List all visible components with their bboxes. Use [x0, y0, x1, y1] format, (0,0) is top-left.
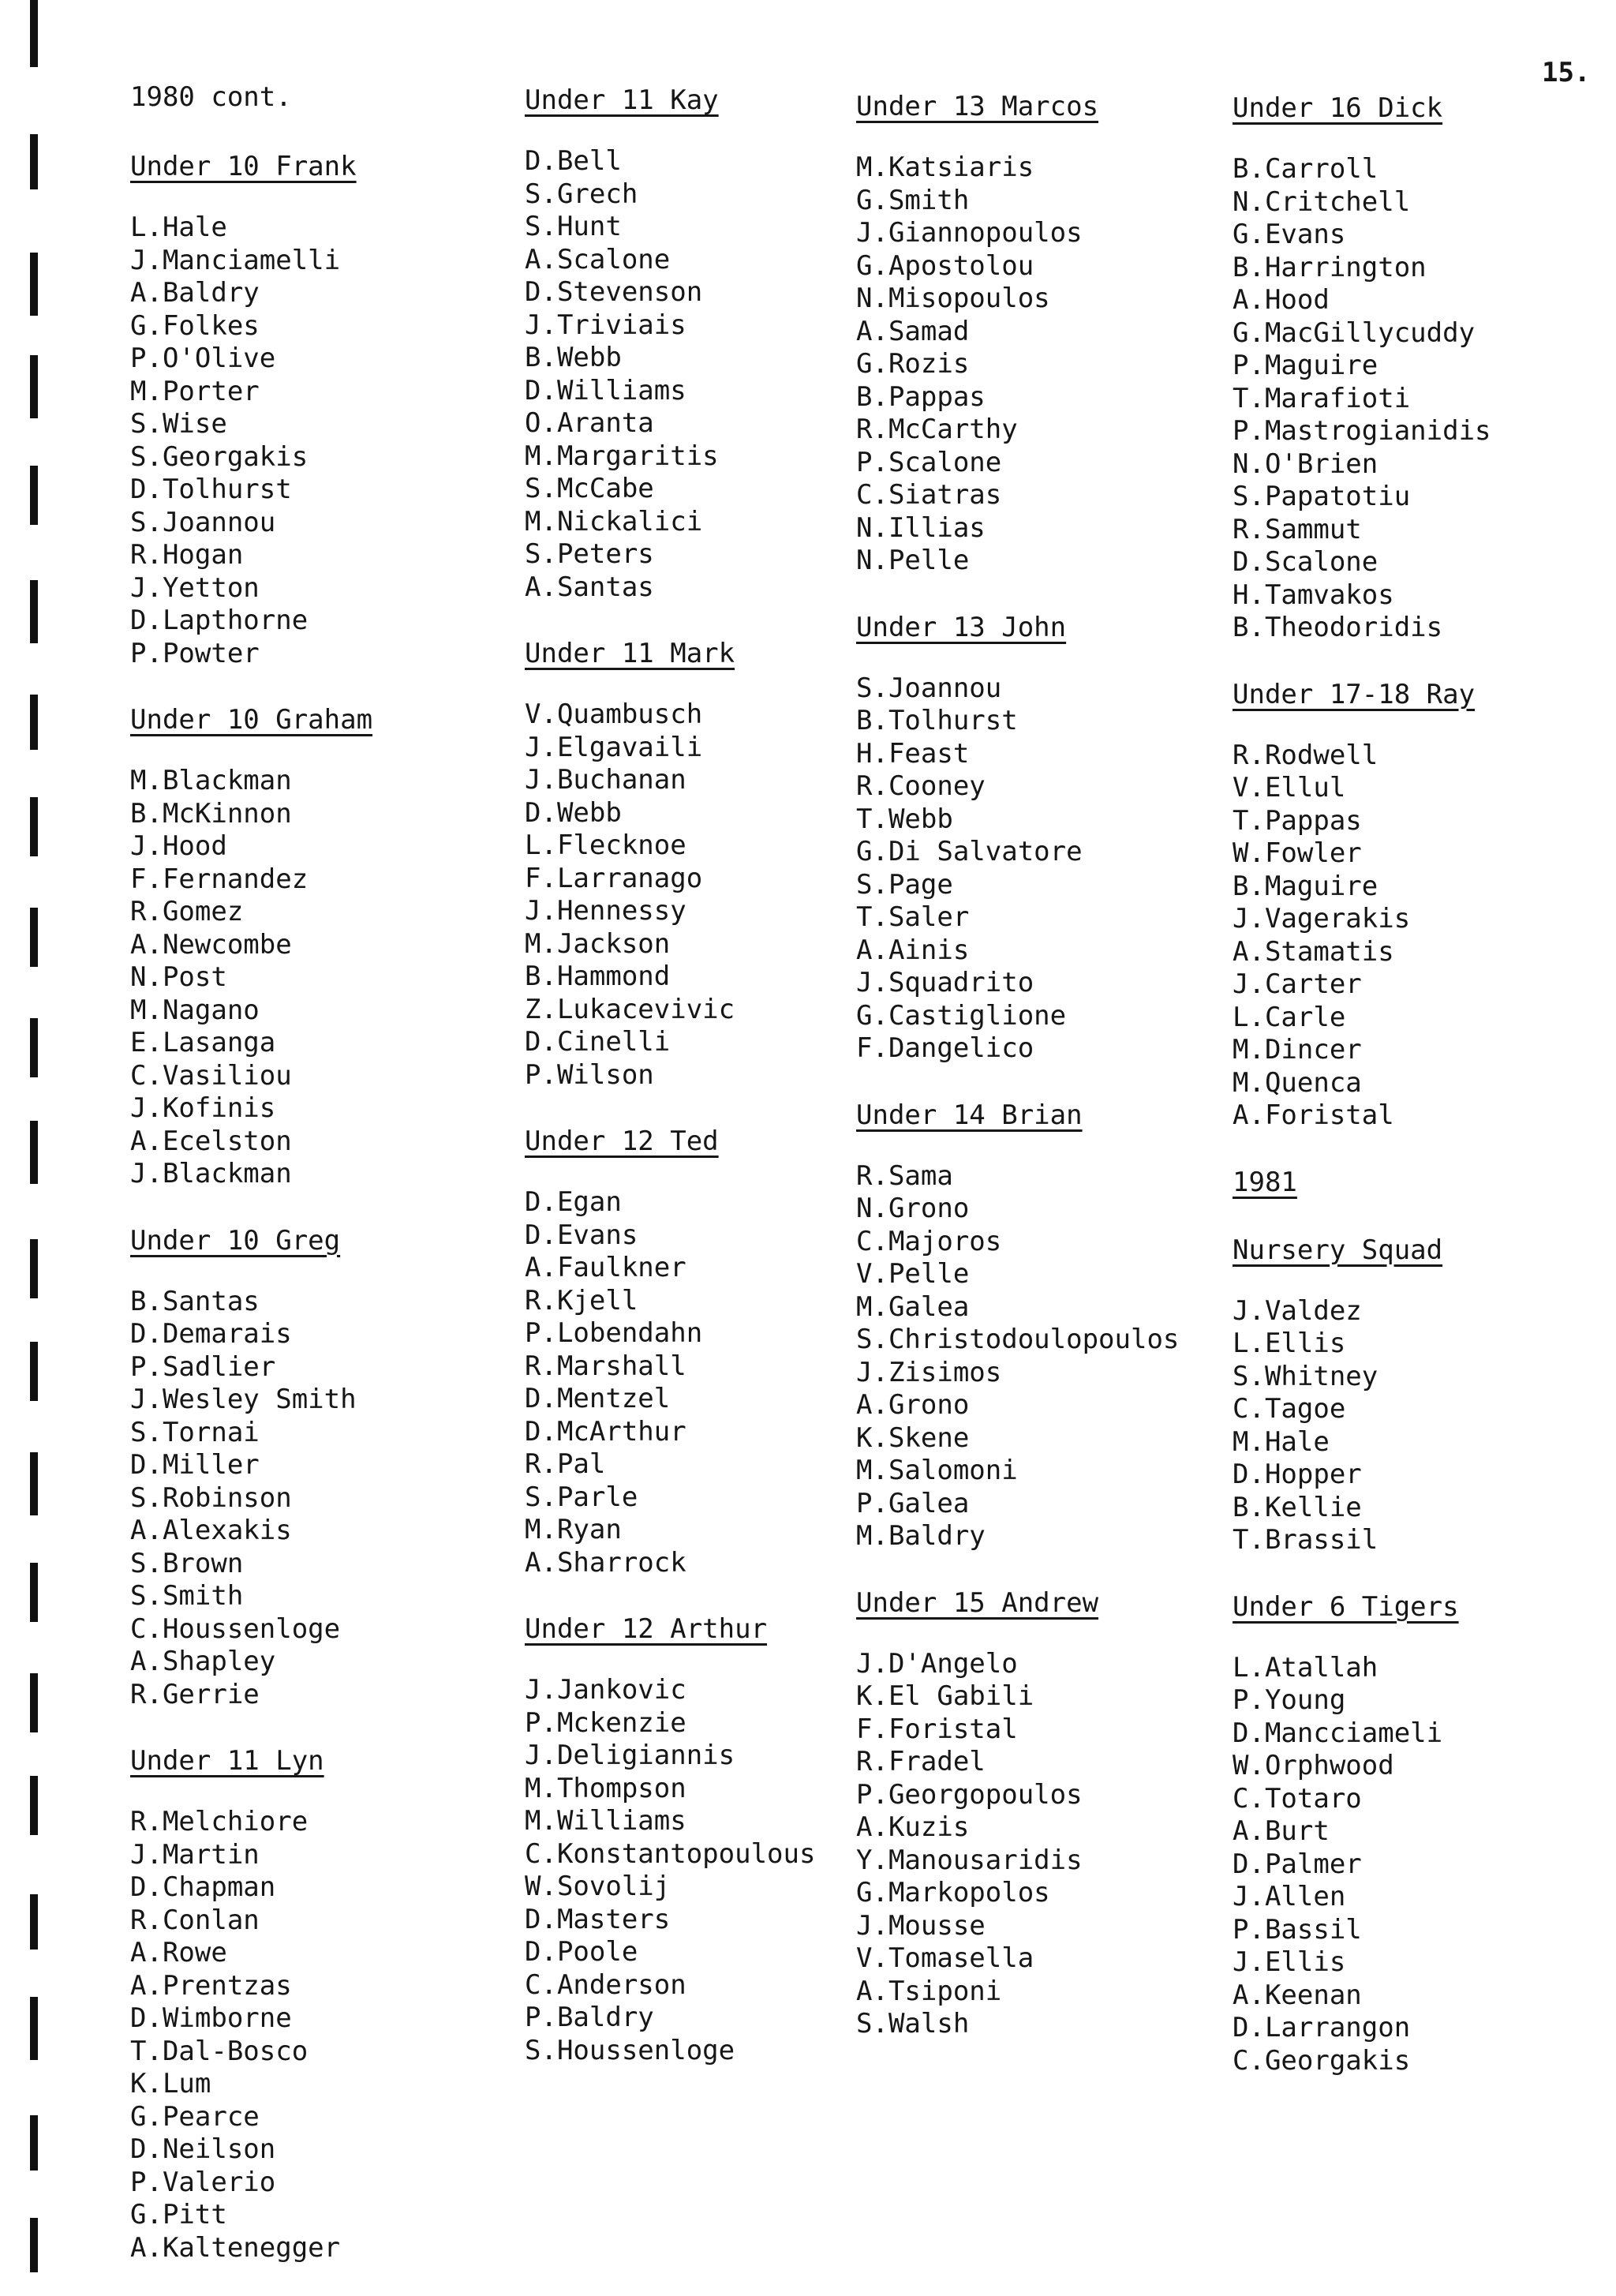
player-name: P.Powter	[130, 637, 260, 669]
binder-mark	[30, 2115, 38, 2171]
player-name: R.Hogan	[130, 539, 244, 571]
player-name: A.Burt	[1233, 1815, 1330, 1847]
player-name: J.Mousse	[856, 1909, 986, 1942]
player-name: P.Georgopoulos	[856, 1778, 1083, 1811]
player-name: B.Kellie	[1233, 1491, 1362, 1523]
team-heading: Under 11 Kay	[525, 84, 719, 116]
player-name: M.Katsiaris	[856, 152, 1034, 183]
player-name: A.Alexakis	[130, 1515, 292, 1546]
player-name: N.O'Brien	[1233, 448, 1378, 480]
team-section	[1233, 1164, 1603, 1200]
player-name: A.Santas	[525, 571, 654, 603]
player-name: T.Webb	[856, 803, 953, 835]
player-name: R.Gomez	[130, 896, 244, 927]
player-name: J.Martin	[130, 1838, 260, 1871]
player-name: V.Tomasella	[856, 1942, 1034, 1974]
player-name: F.Larranago	[525, 862, 703, 894]
player-name: D.Wimborne	[130, 2002, 292, 2034]
player-name: G.Castiglione	[856, 999, 1067, 1032]
team-section	[130, 702, 501, 1191]
player-name: G.Pearce	[130, 2100, 260, 2133]
player-name: D.Stevenson	[525, 276, 703, 308]
player-name: A.Kuzis	[856, 1811, 970, 1843]
team-section	[1233, 1589, 1603, 2078]
player-name: T.Saler	[856, 901, 970, 933]
player-name: H.Tamvakos	[1233, 579, 1394, 611]
team-section	[856, 1097, 1227, 1553]
player-name: S.Papatotiu	[1233, 481, 1411, 512]
player-name: R.Kjell	[525, 1284, 638, 1317]
player-name: B.McKinnon	[130, 797, 292, 830]
player-name: D.Egan	[525, 1186, 622, 1218]
player-name: G.Pitt	[130, 2199, 227, 2230]
player-name: B.Theodoridis	[1233, 612, 1443, 643]
player-name: N.Pelle	[856, 545, 970, 576]
player-name: S.Grech	[525, 178, 638, 210]
player-name: C.Totaro	[1233, 1782, 1362, 1815]
player-name: B.Webb	[525, 342, 622, 373]
player-name: W.Fowler	[1233, 837, 1362, 869]
player-name: S.Wise	[130, 408, 227, 440]
player-name: M.Jackson	[525, 927, 671, 960]
player-name: J.Hennessy	[525, 895, 686, 927]
player-name: J.Hood	[130, 830, 227, 862]
team-heading: Under 10 Graham	[130, 704, 373, 736]
player-name: A.Sharrock	[525, 1546, 686, 1579]
player-name: R.Sammut	[1233, 513, 1362, 545]
binder-margin	[0, 0, 63, 2272]
player-name: R.Gerrie	[130, 1678, 260, 1710]
player-name: M.Nickalici	[525, 505, 703, 537]
team-heading: Under 13 Marcos	[856, 91, 1099, 122]
player-name: M.Dincer	[1233, 1034, 1362, 1066]
team-heading: Nursery Squad	[1233, 1234, 1443, 1266]
player-name: L.Hale	[130, 212, 227, 243]
player-name: D.Hopper	[1233, 1459, 1362, 1490]
binder-mark	[30, 253, 38, 316]
player-name: N.Post	[130, 961, 227, 993]
team-section	[525, 1611, 896, 2067]
player-name: D.Larrangon	[1233, 2012, 1411, 2043]
player-name: R.Pal	[525, 1448, 606, 1480]
player-name: S.Smith	[130, 1580, 244, 1612]
player-name: G.Apostolou	[856, 249, 1034, 282]
player-name: H.Feast	[856, 737, 970, 770]
player-name: B.Hammond	[525, 961, 671, 992]
player-name: J.Kofinis	[130, 1092, 276, 1124]
player-name: P.Maguire	[1233, 350, 1378, 381]
player-name: K.Lum	[130, 2068, 211, 2099]
player-name: C.Tagoe	[1233, 1393, 1346, 1425]
player-name: R.Rodwell	[1233, 739, 1378, 771]
player-name: A.Faulkner	[525, 1252, 686, 1283]
player-name: S.Hunt	[525, 211, 622, 242]
team-section	[856, 88, 1227, 578]
player-name: J.Giannopoulos	[856, 217, 1083, 249]
binder-mark	[30, 0, 38, 67]
binder-mark	[30, 580, 38, 643]
player-name: V.Quambusch	[525, 699, 703, 730]
player-name: B.Santas	[130, 1285, 260, 1317]
player-name: M.Porter	[130, 375, 260, 407]
player-name: N.Critchell	[1233, 185, 1411, 218]
team-heading: Under 11 Lyn	[130, 1745, 324, 1777]
player-name: G.Rozis	[856, 348, 970, 380]
player-name: S.Georgakis	[130, 440, 309, 473]
team-section	[525, 635, 896, 1092]
player-name: D.Lapthorne	[130, 605, 309, 636]
player-name: A.Newcombe	[130, 928, 292, 961]
binder-mark	[30, 1121, 38, 1184]
player-name: N.Misopoulos	[856, 283, 1050, 314]
team-heading: Under 15 Andrew	[856, 1586, 1099, 1619]
binder-mark	[30, 797, 38, 856]
player-name: S.Christodoulopoulos	[856, 1324, 1180, 1355]
player-name: T.Dal-Bosco	[130, 2035, 309, 2067]
player-name: J.Triviais	[525, 309, 686, 341]
player-name: D.Mancciameli	[1233, 1717, 1443, 1749]
player-name: A.Shapley	[130, 1646, 276, 1677]
player-name: A.Samad	[856, 315, 970, 347]
team-section	[1233, 90, 1603, 645]
player-name: D.Masters	[525, 1903, 671, 1935]
player-name: R.Conlan	[130, 1904, 260, 1936]
binder-mark	[30, 1342, 38, 1401]
player-name: S.Peters	[525, 538, 654, 570]
binder-mark	[30, 1997, 38, 2060]
player-name: L.Carle	[1233, 1001, 1346, 1033]
player-name: D.Webb	[525, 796, 622, 829]
player-name: O.Aranta	[525, 407, 654, 439]
player-name: D.Evans	[525, 1219, 638, 1251]
player-name: C.Vasiliou	[130, 1059, 292, 1092]
player-name: S.Houssenloge	[525, 2034, 735, 2066]
player-name: G.MacGillycuddy	[1233, 316, 1476, 349]
player-name: P.Mckenzie	[525, 1706, 686, 1739]
player-name: J.Vagerakis	[1233, 903, 1411, 935]
player-name: B.Pappas	[856, 380, 986, 413]
player-name: F.Foristal	[856, 1713, 1018, 1745]
binder-mark	[30, 1776, 38, 1835]
binder-mark	[30, 1894, 38, 1950]
player-name: Z.Lukacevivic	[525, 993, 735, 1025]
binder-mark	[30, 355, 38, 418]
player-name: J.Squadrito	[856, 967, 1034, 998]
binder-mark	[30, 1018, 38, 1077]
player-name: S.Brown	[130, 1547, 244, 1579]
binder-mark	[30, 1673, 38, 1732]
player-name: A.Rowe	[130, 1937, 227, 1968]
team-section	[130, 148, 501, 670]
player-name: N.Grono	[856, 1193, 970, 1224]
player-name: P.Galea	[856, 1487, 970, 1519]
player-name: M.Baldry	[856, 1520, 986, 1552]
player-name: M.Hale	[1233, 1425, 1330, 1458]
player-name: C.Majoros	[856, 1225, 1002, 1257]
player-name: J.Zisimos	[856, 1356, 1002, 1388]
player-name: R.Cooney	[856, 770, 986, 802]
player-name: J.Blackman	[130, 1158, 292, 1189]
team-section	[1233, 676, 1603, 1133]
player-name: R.Marshall	[525, 1350, 686, 1382]
player-name: C.Konstantopoulous	[525, 1837, 816, 1870]
player-name: A.Grono	[856, 1389, 970, 1421]
player-name: D.Demarais	[130, 1318, 292, 1350]
player-name: A.Kaltenegger	[130, 2231, 341, 2264]
player-name: M.Quenca	[1233, 1066, 1362, 1099]
player-name: S.Joannou	[856, 672, 1002, 704]
team-heading: Under 6 Tigers	[1233, 1590, 1459, 1623]
player-name: M.Margaritis	[525, 440, 719, 472]
player-name: A.Prentzas	[130, 1969, 292, 2002]
player-name: F.Fernandez	[130, 863, 309, 895]
player-name: A.Keenan	[1233, 1979, 1362, 2011]
player-name: S.Joannou	[130, 506, 276, 538]
player-name: G.Folkes	[130, 309, 260, 342]
team-heading: Under 16 Dick	[1233, 92, 1443, 124]
player-name: P.Baldry	[525, 2002, 654, 2033]
player-name: J.Elgavaili	[525, 731, 703, 763]
player-name: K.El Gabili	[856, 1680, 1034, 1712]
player-name: K.Skene	[856, 1421, 970, 1454]
team-section	[1233, 1232, 1603, 1557]
player-name: E.Lasanga	[130, 1027, 276, 1058]
player-name: M.Salomoni	[856, 1455, 1018, 1486]
team-heading: Under 10 Greg	[130, 1224, 341, 1257]
player-name: P.Bassil	[1233, 1913, 1362, 1946]
player-name: F.Dangelico	[856, 1032, 1034, 1064]
player-name: M.Galea	[856, 1290, 970, 1323]
binder-mark	[30, 466, 38, 525]
team-section	[856, 609, 1227, 1066]
player-name: S.Tornai	[130, 1416, 260, 1448]
column-1	[130, 79, 501, 2296]
column-3	[856, 88, 1227, 2073]
player-name: D.Miller	[130, 1449, 260, 1481]
player-name: T.Brassil	[1233, 1524, 1378, 1556]
player-name: C.Georgakis	[1233, 2044, 1411, 2077]
player-name: A.Ainis	[856, 934, 970, 966]
player-name: J.Buchanan	[525, 764, 686, 796]
player-name: L.Flecknoe	[525, 830, 686, 861]
team-heading: Under 13 John	[856, 611, 1067, 643]
player-name: J.Yetton	[130, 571, 260, 604]
player-name: T.Pappas	[1233, 804, 1362, 837]
player-name: J.Jankovic	[525, 1674, 686, 1706]
player-name: R.Melchiore	[130, 1806, 309, 1837]
player-name: S.Parle	[525, 1481, 638, 1513]
player-name: C.Siatras	[856, 479, 1002, 511]
player-name: M.Ryan	[525, 1514, 622, 1545]
team-section	[856, 1585, 1227, 2041]
player-name: D.Poole	[525, 1936, 638, 1968]
player-name: V.Ellul	[1233, 772, 1346, 803]
team-section	[525, 1123, 896, 1579]
player-name: J.Wesley Smith	[130, 1384, 357, 1415]
player-name: A.Foristal	[1233, 1099, 1394, 1131]
player-name: D.Mentzel	[525, 1383, 671, 1414]
binder-mark	[30, 908, 38, 967]
player-name: N.Illias	[856, 511, 986, 544]
player-name: J.Valdez	[1233, 1294, 1362, 1327]
player-name: B.Harrington	[1233, 251, 1427, 283]
binder-mark	[30, 1563, 38, 1622]
player-name: M.Thompson	[525, 1772, 686, 1804]
player-name: S.McCabe	[525, 473, 654, 504]
player-name: B.Maguire	[1233, 870, 1378, 902]
column-4	[1233, 90, 1603, 2109]
team-section	[130, 1743, 501, 2264]
player-name: P.Young	[1233, 1684, 1346, 1716]
player-name: A.Baldry	[130, 277, 260, 309]
player-name: A.Hood	[1233, 284, 1330, 316]
player-name: G.Evans	[1233, 219, 1346, 250]
player-name: A.Scalone	[525, 243, 671, 275]
player-name: P.Scalone	[856, 446, 1002, 478]
player-name: D.Bell	[525, 145, 622, 177]
player-name: P.O'Olive	[130, 343, 276, 374]
player-name: P.Mastrogianidis	[1233, 415, 1491, 447]
player-name: M.Nagano	[130, 994, 260, 1026]
player-name: P.Wilson	[525, 1058, 654, 1091]
player-name: B.Tolhurst	[856, 705, 1018, 736]
team-heading: Under 17-18 Ray	[1233, 678, 1476, 710]
player-name: P.Sadlier	[130, 1350, 276, 1383]
player-name: D.Scalone	[1233, 546, 1378, 578]
binder-mark	[30, 695, 38, 750]
player-name: P.Valerio	[130, 2166, 276, 2198]
player-name: D.Cinelli	[525, 1026, 671, 1058]
player-name: D.Williams	[525, 374, 686, 406]
player-name: C.Houssenloge	[130, 1612, 341, 1645]
player-name: D.Palmer	[1233, 1848, 1362, 1880]
player-name: S.Whitney	[1233, 1360, 1378, 1392]
player-name: C.Anderson	[525, 1968, 686, 2001]
column-2	[525, 82, 896, 2099]
player-name: W.Orphwood	[1233, 1750, 1394, 1781]
team-heading: 1981	[1233, 1166, 1297, 1198]
binder-mark	[30, 1239, 38, 1298]
player-name: S.Robinson	[130, 1481, 292, 1514]
player-name: R.Fradel	[856, 1746, 986, 1777]
player-name: G.Di Salvatore	[856, 836, 1083, 867]
team-heading: Under 14 Brian	[856, 1099, 1083, 1131]
player-name: P.Lobendahn	[525, 1317, 703, 1349]
page-number: 15.	[1542, 57, 1591, 88]
player-name: B.Carroll	[1233, 153, 1378, 185]
team-heading: Under 10 Frank	[130, 151, 357, 182]
player-name: Y.Manousaridis	[856, 1844, 1083, 1876]
team-section	[525, 82, 896, 604]
player-name: A.Tsiponi	[856, 1975, 1002, 2007]
player-name: W.Sovolij	[525, 1871, 671, 1902]
player-name: D.McArthur	[525, 1415, 686, 1448]
player-name: J.Deligiannis	[525, 1740, 735, 1771]
player-name: R.McCarthy	[856, 414, 1018, 445]
continuation-heading: 1980 cont.	[130, 81, 292, 113]
binder-mark	[30, 1452, 38, 1515]
team-heading: Under 11 Mark	[525, 638, 735, 669]
player-name: G.Markopolos	[856, 1877, 1050, 1908]
team-section	[130, 1223, 501, 1712]
player-name: J.Carter	[1233, 968, 1362, 1000]
player-name: G.Smith	[856, 184, 970, 216]
player-name: M.Blackman	[130, 765, 292, 796]
team-heading: Under 12 Arthur	[525, 1613, 768, 1645]
player-name: J.Allen	[1233, 1881, 1346, 1912]
player-name: S.Page	[856, 868, 953, 901]
player-name: D.Chapman	[130, 1871, 276, 1903]
player-name: T.Marafioti	[1233, 382, 1411, 414]
player-name: J.Ellis	[1233, 1946, 1346, 1978]
player-name: J.D'Angelo	[856, 1647, 1018, 1680]
player-name: V.Pelle	[856, 1258, 970, 1290]
player-name: A.Ecelston	[130, 1125, 292, 1157]
team-heading: Under 12 Ted	[525, 1126, 719, 1157]
player-name: D.Tolhurst	[130, 474, 292, 505]
binder-mark	[30, 134, 38, 189]
player-name: L.Ellis	[1233, 1328, 1346, 1359]
binder-mark	[30, 2218, 38, 2272]
player-name: R.Sama	[856, 1159, 953, 1192]
player-name: A.Stamatis	[1233, 935, 1394, 968]
player-name: J.Manciamelli	[130, 244, 341, 276]
player-name: M.Williams	[525, 1805, 686, 1837]
player-name: D.Neilson	[130, 2133, 276, 2165]
player-name: L.Atallah	[1233, 1651, 1378, 1684]
player-name: S.Walsh	[856, 2008, 970, 2039]
